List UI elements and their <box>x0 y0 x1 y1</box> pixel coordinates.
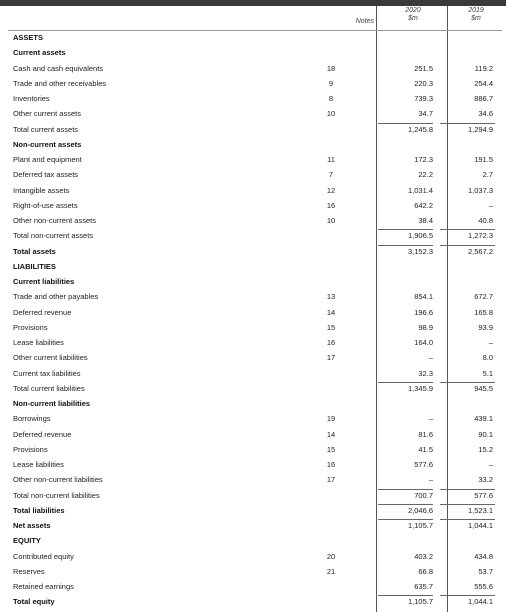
row-value-2019: 1,044.1 <box>467 597 493 607</box>
row-note: 12 <box>326 185 336 195</box>
row-value-2020: 196.6 <box>414 307 433 317</box>
table-row <box>0 289 506 304</box>
row-label: Provisions <box>13 444 48 454</box>
row-value-2019: 254.4 <box>474 78 493 88</box>
row-value-2020: 251.5 <box>414 63 433 73</box>
row-label: Retained earnings <box>13 582 74 591</box>
row-note: 21 <box>326 566 336 576</box>
table-row <box>0 366 506 381</box>
row-value-2019: 1,294.9 <box>467 124 493 134</box>
subtotal-rule-2019 <box>440 595 495 596</box>
row-note: 14 <box>326 429 336 439</box>
row-label: Current tax liabilities <box>13 368 81 378</box>
row-value-2020: 98.9 <box>418 322 433 332</box>
table-row <box>0 472 506 487</box>
row-note: 20 <box>326 551 336 561</box>
unit-2019-label: $m <box>471 15 481 22</box>
row-note: 15 <box>326 322 336 332</box>
row-value-2019: 434.8 <box>474 551 493 561</box>
row-value-2020: 164.0 <box>414 338 433 347</box>
table-row <box>0 305 506 320</box>
row-label: Cash and cash equivalents <box>13 63 104 73</box>
row-label: Total current assets <box>13 124 79 134</box>
row-value-2020: 1,345.9 <box>407 383 433 393</box>
subtotal-rule-2019 <box>440 245 495 246</box>
row-note: 13 <box>326 292 336 302</box>
row-value-2020: 220.3 <box>414 78 433 88</box>
row-label: ASSETS <box>13 33 44 42</box>
table-row <box>0 167 506 182</box>
row-label: Trade and other receivables <box>13 78 107 88</box>
row-note: 8 <box>328 94 334 103</box>
row-label: Other non-current assets <box>13 216 96 225</box>
section-heading-row <box>0 30 506 45</box>
row-value-2019: 53.7 <box>478 566 493 576</box>
row-value-2020: 3,152.3 <box>407 246 433 256</box>
row-value-2020: 739.3 <box>414 94 433 103</box>
row-value-2020: – <box>428 475 433 485</box>
row-value-2020: 1,031.4 <box>407 185 433 195</box>
table-row <box>0 381 506 396</box>
row-value-2019: – <box>488 338 493 347</box>
row-value-2019: 1,037.3 <box>467 185 493 195</box>
row-label: Deferred revenue <box>13 307 72 317</box>
table-row <box>0 488 506 503</box>
row-value-2019: 40.8 <box>478 216 493 225</box>
row-note: 17 <box>326 475 336 485</box>
row-label: Borrowings <box>13 414 51 424</box>
row-value-2019: – <box>488 200 493 210</box>
row-value-2020: – <box>428 353 433 363</box>
row-value-2020: 700.7 <box>414 490 433 500</box>
row-note: 16 <box>326 338 336 347</box>
table-row <box>0 457 506 472</box>
section-heading-row <box>0 45 506 60</box>
row-label: Total current liabilities <box>13 383 85 393</box>
row-value-2019: 33.2 <box>478 475 493 485</box>
table-row <box>0 76 506 91</box>
row-value-2020: 577.6 <box>414 460 433 469</box>
table-row <box>0 549 506 564</box>
year-2020-label: 2020 <box>405 7 421 14</box>
row-label: Lease liabilities <box>13 460 64 469</box>
row-value-2019: 1,523.1 <box>467 505 493 515</box>
row-label: Non-current assets <box>13 139 82 149</box>
table-row <box>0 183 506 198</box>
table-row <box>0 411 506 426</box>
table-row <box>0 213 506 228</box>
row-note: 19 <box>326 414 336 424</box>
row-value-2019: 672.7 <box>474 292 493 302</box>
row-value-2020: 66.8 <box>418 566 433 576</box>
row-note: 16 <box>326 200 336 210</box>
row-value-2020: 854.1 <box>414 292 433 302</box>
year-2019-header <box>450 7 502 23</box>
row-value-2019: 34.6 <box>478 109 493 119</box>
row-value-2020: 1,105.7 <box>407 521 433 530</box>
row-value-2020: 1,245.8 <box>407 124 433 134</box>
row-label: Total non-current assets <box>13 231 94 241</box>
row-value-2019: 886.7 <box>474 94 493 103</box>
table-row <box>0 106 506 121</box>
row-label: EQUITY <box>13 536 41 546</box>
row-note: 17 <box>326 353 336 363</box>
table-row <box>0 503 506 518</box>
table-row <box>0 122 506 137</box>
row-note: 15 <box>326 444 336 454</box>
subtotal-rule-2020 <box>378 229 433 230</box>
subtotal-rule-2020 <box>378 595 433 596</box>
row-value-2020: 81.6 <box>418 429 433 439</box>
year-2019-label: 2019 <box>468 7 484 14</box>
row-label: Provisions <box>13 322 48 332</box>
row-value-2020: 2,046.6 <box>407 505 433 515</box>
table-row <box>0 594 506 609</box>
row-label: Current liabilities <box>13 277 75 286</box>
row-value-2020: 642.2 <box>414 200 433 210</box>
row-value-2019: 555.6 <box>474 582 493 591</box>
unit-2020-label: $m <box>408 15 418 22</box>
row-value-2020: 32.3 <box>418 368 433 378</box>
section-heading-row <box>0 274 506 289</box>
row-value-2020: 34.7 <box>418 109 433 119</box>
table-row <box>0 579 506 594</box>
row-value-2019: 8.0 <box>482 353 493 363</box>
table-row <box>0 61 506 76</box>
row-label: Right-of-use assets <box>13 200 78 210</box>
row-note: 10 <box>326 216 336 225</box>
row-label: Total liabilities <box>13 505 65 515</box>
row-label: Inventories <box>13 94 50 103</box>
row-value-2020: 635.7 <box>414 582 433 591</box>
subtotal-rule-2019 <box>440 519 495 520</box>
row-label: Intangible assets <box>13 185 70 195</box>
row-value-2019: – <box>488 460 493 469</box>
table-row <box>0 427 506 442</box>
table-row <box>0 198 506 213</box>
row-value-2020: – <box>428 414 433 424</box>
row-label: Plant and equipment <box>13 155 82 164</box>
subtotal-rule-2020 <box>378 123 433 124</box>
subtotal-rule-2019 <box>440 382 495 383</box>
row-note: 16 <box>326 460 336 469</box>
row-label: Other current liabilities <box>13 353 88 363</box>
subtotal-rule-2019 <box>440 489 495 490</box>
row-label: Deferred revenue <box>13 429 72 439</box>
notes-header: Notes <box>355 18 374 25</box>
row-note: 18 <box>326 63 336 73</box>
row-value-2020: 22.2 <box>418 170 433 180</box>
subtotal-rule-2019 <box>440 504 495 505</box>
year-2020-header <box>378 7 448 23</box>
subtotal-rule-2020 <box>378 519 433 520</box>
row-label: Trade and other payables <box>13 292 99 302</box>
section-heading-row <box>0 396 506 411</box>
subtotal-rule-2019 <box>440 123 495 124</box>
row-value-2019: 5.1 <box>482 368 493 378</box>
row-label: Non-current liabilities <box>13 399 91 408</box>
row-value-2020: 172.3 <box>414 155 433 164</box>
table-row <box>0 91 506 106</box>
table-row <box>0 518 506 533</box>
row-label: Current assets <box>13 48 66 58</box>
row-label: Contributed equity <box>13 551 74 561</box>
row-note: 14 <box>326 307 336 317</box>
row-value-2019: 119.2 <box>474 63 493 73</box>
row-note: 10 <box>326 109 336 119</box>
row-label: Net assets <box>13 521 51 530</box>
row-value-2019: 2,567.2 <box>467 246 493 256</box>
subtotal-rule-2020 <box>378 489 433 490</box>
row-value-2020: 1,105.7 <box>407 597 433 607</box>
row-value-2019: 93.9 <box>478 322 493 332</box>
row-value-2019: 15.2 <box>478 444 493 454</box>
row-note: 7 <box>328 170 334 180</box>
table-row <box>0 228 506 243</box>
subtotal-rule-2020 <box>378 382 433 383</box>
row-label: Total non-current liabilities <box>13 490 100 500</box>
row-value-2019: 439.1 <box>474 414 493 424</box>
section-heading-row <box>0 533 506 548</box>
table-row <box>0 244 506 259</box>
row-value-2019: 191.5 <box>474 155 493 164</box>
row-value-2019: 945.5 <box>474 383 493 393</box>
row-label: Deferred tax assets <box>13 170 79 180</box>
row-label: Reserves <box>13 566 45 576</box>
row-value-2019: 1,272.3 <box>467 231 493 241</box>
table-row <box>0 350 506 365</box>
row-label: Other non-current liabilities <box>13 475 103 485</box>
row-label: Other current assets <box>13 109 81 119</box>
subtotal-rule-2020 <box>378 245 433 246</box>
table-row <box>0 335 506 350</box>
table-row <box>0 442 506 457</box>
row-note: 9 <box>328 78 334 88</box>
row-value-2019: 165.8 <box>474 307 493 317</box>
row-label: LIABILITIES <box>13 261 56 271</box>
row-label: Total assets <box>13 246 56 256</box>
row-value-2020: 38.4 <box>418 216 433 225</box>
row-note: 11 <box>327 155 335 164</box>
row-label: Lease liabilities <box>13 338 64 347</box>
table-row <box>0 320 506 335</box>
subtotal-rule-2020 <box>378 504 433 505</box>
row-value-2019: 1,044.1 <box>467 521 493 530</box>
table-row <box>0 152 506 167</box>
table-row <box>0 564 506 579</box>
row-value-2019: 2.7 <box>482 170 493 180</box>
section-heading-row <box>0 259 506 274</box>
row-value-2019: 577.6 <box>474 490 493 500</box>
row-value-2020: 41.5 <box>418 444 433 454</box>
row-value-2020: 403.2 <box>414 551 433 561</box>
row-value-2019: 90.1 <box>478 429 493 439</box>
section-heading-row <box>0 137 506 152</box>
subtotal-rule-2019 <box>440 229 495 230</box>
row-label: Total equity <box>13 597 55 607</box>
row-value-2020: 1,906.5 <box>407 231 433 241</box>
